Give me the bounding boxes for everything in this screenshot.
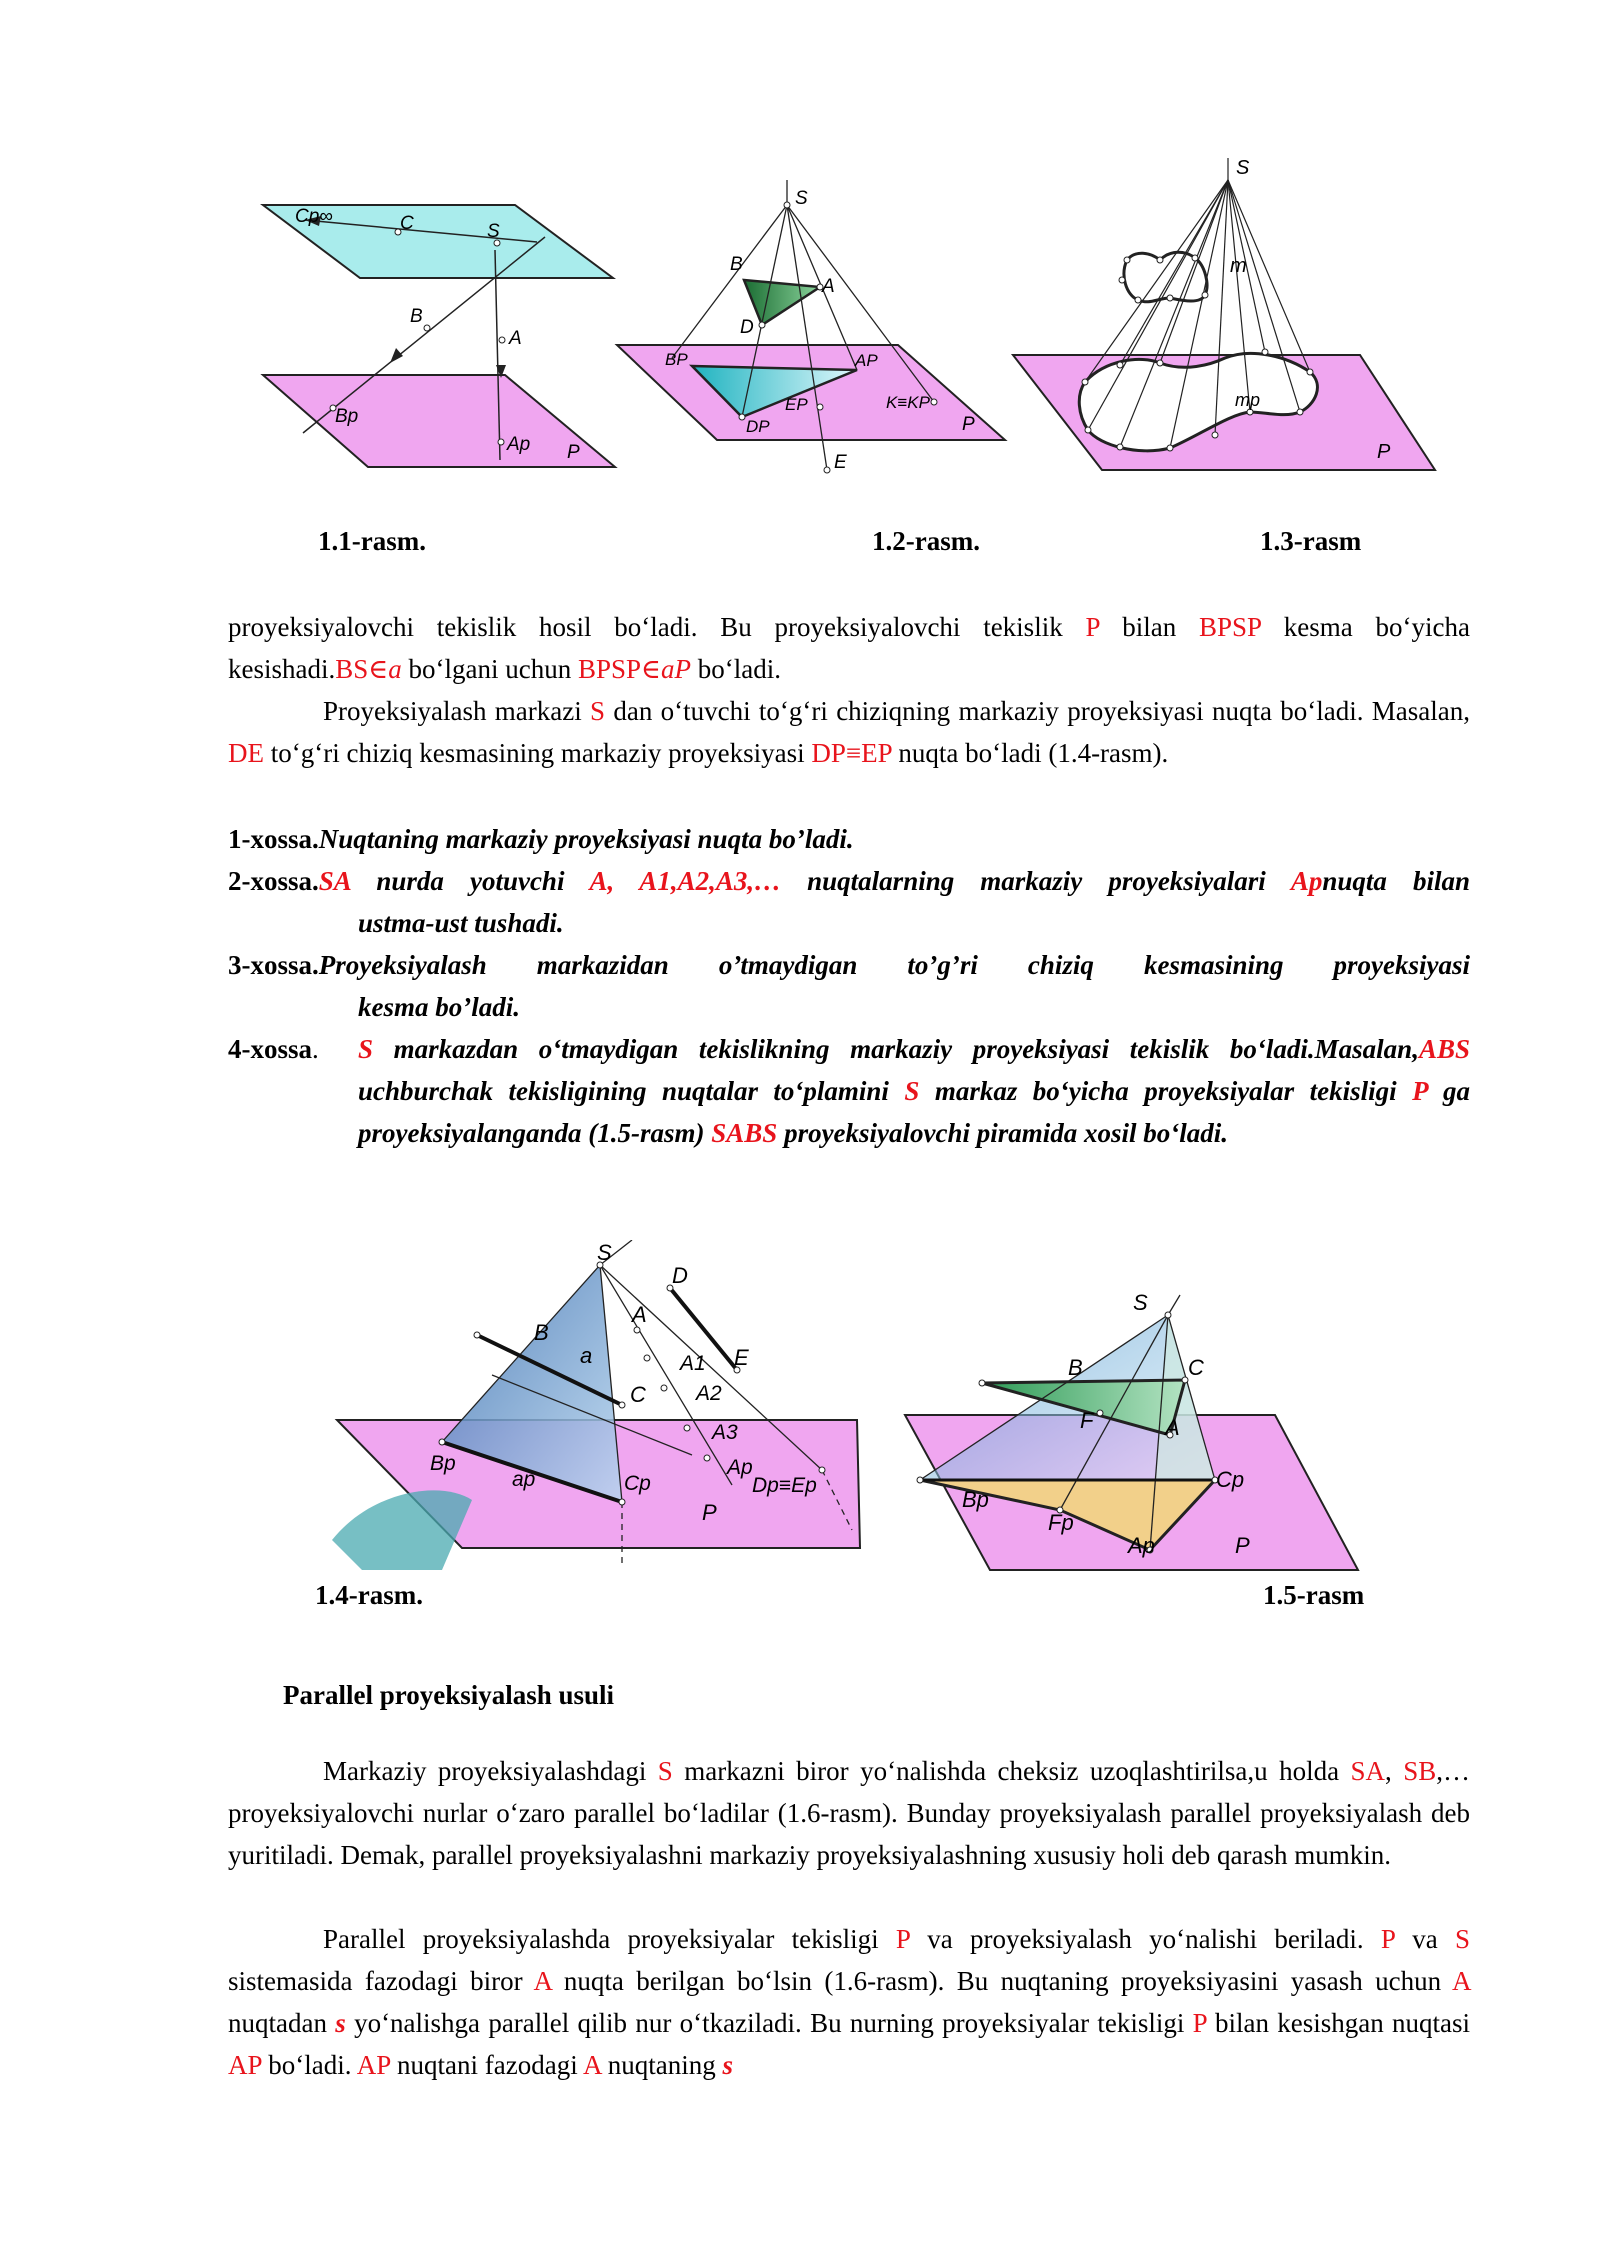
label-a3: A3 — [712, 1421, 738, 1444]
label-ap: Ap — [1128, 1533, 1155, 1558]
label-b: B — [730, 254, 743, 275]
paragraph-2: Proyeksiyalash markazi S dan o‘tuvchi to‘g‘ri chiziqning markaziy proyeksiyasi nuqta bo‘ladi. Masalan, DE to‘g‘ri chiziq kesmasining markaziy proyeksiyasi DP≡EP nuqta bo‘ladi (1.4-rasm). — [228, 696, 1470, 768]
caption-1-5: 1.5-rasm — [1263, 1580, 1365, 1610]
label-s: S — [1236, 157, 1250, 179]
label-p: P — [1377, 441, 1391, 463]
rule-2: 2-xossa.SA nurda yotuvchi A, A1,A2,A3,… nuqtalarning markaziy proyeksiyalari Apnuqta bilan ustma-ust tushadi. — [228, 866, 1470, 938]
label-b: B — [1068, 1355, 1083, 1380]
rule-3: 3-xossa.Proyeksiyalash markazidan o’tmaydigan to’g’ri chiziq kesmasining proyeksiyasi kesma bo’ladi. — [228, 950, 1470, 1022]
label-p: P — [567, 442, 580, 463]
label-a-line: a — [580, 1343, 593, 1368]
projection-plane-p — [263, 375, 615, 467]
label-b: B — [534, 1320, 549, 1345]
caption-1-4: 1.4-rasm. — [315, 1580, 423, 1610]
rule-1: 1-xossa.Nuqtaning markaziy proyeksiyasi nuqta bo’ladi. — [228, 824, 854, 854]
label-mp: mp — [1235, 390, 1261, 410]
label-p: P — [702, 1500, 717, 1525]
label-ap-line: ap — [512, 1468, 536, 1491]
caption-1-2: 1.2-rasm. — [872, 526, 980, 556]
label-a: A — [1165, 1415, 1180, 1440]
label-p: P — [1235, 1533, 1250, 1558]
caption-1-1: 1.1-rasm. — [318, 526, 426, 556]
label-d: D — [740, 317, 754, 338]
label-ap: AP — [855, 351, 878, 370]
label-ep: EP — [785, 395, 808, 414]
label-dp: DP — [746, 417, 770, 436]
label-a: A — [632, 1302, 647, 1327]
paragraph-1: proyeksiyalovchi tekislik hosil bo‘ladi. Bu proyeksiyalovchi tekislik P bilan BPSP kesma bo‘yicha kesishadi.BS∈a bo‘lgani uchun BPSP∈aP bo‘ladi. — [228, 612, 1470, 684]
figure-1-2 — [612, 180, 1017, 480]
label-a: A — [822, 276, 835, 297]
section-heading: Parallel proyeksiyalash usuli — [283, 1680, 615, 1710]
label-c: C — [400, 213, 414, 234]
rule-4: 4-xossa. S markazdan o‘tmaydigan tekislikning markaziy proyeksiyasi tekislik bo‘ladi.Masalan,ABS uchburchak tekisligining nuqtalar to‘plamini S markaz bo‘yicha proyeksiyalar tekisligi P ga proyeksiyalanganda (1.5-rasm) SABS proyeksiyalovchi piramida xosil bo‘ladi. — [228, 1034, 1470, 1148]
label-bp: Bp — [962, 1487, 989, 1512]
label-m: m — [1230, 255, 1247, 277]
label-cp: Cp — [1216, 1467, 1245, 1492]
caption-1-3: 1.3-rasm — [1260, 526, 1362, 556]
label-c: C — [630, 1382, 646, 1407]
label-s: S — [1133, 1290, 1148, 1315]
figure-1-3 — [1010, 150, 1440, 480]
label-b: B — [410, 306, 423, 327]
label-bp: BP — [665, 350, 688, 369]
label-ap: Ap — [507, 434, 531, 455]
label-s: S — [597, 1240, 612, 1265]
label-c: C — [1188, 1355, 1204, 1380]
label-cp: Cp∞ — [295, 206, 333, 227]
figure-1-4 — [332, 1240, 872, 1570]
label-fp: Fp — [1048, 1510, 1074, 1535]
figure-1-5 — [900, 1285, 1370, 1575]
label-e: E — [834, 452, 847, 473]
label-bp: Bp — [430, 1452, 456, 1475]
label-a: A — [509, 328, 522, 349]
figure-1-1 — [255, 160, 655, 480]
label-p: P — [962, 414, 975, 435]
label-s: S — [795, 188, 808, 209]
label-bp: Bp — [335, 406, 359, 427]
paragraph-3: Markaziy proyeksiyalashdagi S markazni biror yo‘nalishda cheksiz uzoqlashtirilsa,u holda SA, SB,… proyeksiyalovchi nurlar o‘zaro parallel bo‘ladilar (1.6-rasm). Bunday proyeksiyalash parallel proyeksiyalash deb yuritiladi. Demak, parallel proyeksiyalashni markaziy proyeksiyalashning xususiy holi deb qarash mumkin. — [228, 1756, 1471, 1870]
label-cp: Cp — [624, 1472, 651, 1495]
label-e: E — [734, 1345, 749, 1370]
label-s: S — [487, 221, 500, 242]
label-ap: Ap — [727, 1456, 753, 1479]
label-k: K≡KP — [886, 393, 930, 412]
label-dpep: Dp≡Ep — [752, 1474, 817, 1497]
paragraph-4: Parallel proyeksiyalashda proyeksiyalar tekisligi P va proyeksiyalash yo‘nalishi beriladi. P va S sistemasida fazodagi biror A nuqta berilgan bo‘lsin (1.6-rasm). Bu nuqtaning proyeksiyasini yasash uchun A nuqtadan s yo‘nalishga parallel qilib nur o‘tkaziladi. Bu nurning proyeksiyalar tekisligi P bilan kesishgan nuqtasi AP bo‘ladi. AP nuqtani fazodagi A nuqtaning s — [228, 1924, 1470, 2080]
label-d: D — [672, 1263, 688, 1288]
label-a2: A2 — [696, 1382, 722, 1405]
label-a1: A1 — [680, 1352, 706, 1375]
label-f: F — [1080, 1408, 1094, 1433]
